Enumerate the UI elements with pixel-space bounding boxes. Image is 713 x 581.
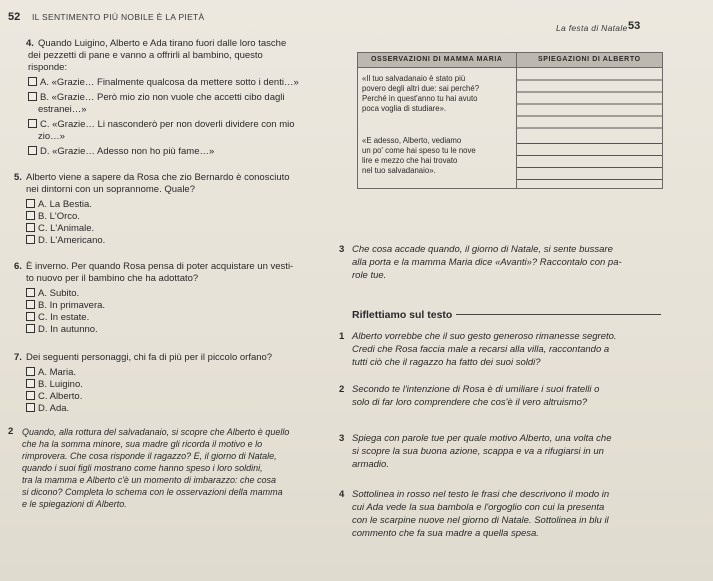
answer-option[interactable]: B. «Grazie… Però mio zio non vuole che accetti cibo dagli (28, 92, 285, 104)
task-2-line: Quando, alla rottura del salvadanaio, si scopre che Alberto è quello (22, 427, 290, 437)
table-cell-observation: «E adesso, Alberto, vediamo un po' come hai speso tu le nove lire e mezzo che hai trovato nel tuo salvadanaio». (358, 132, 517, 189)
checkbox-icon[interactable] (26, 288, 35, 297)
reflection-3-line: Spiega con parole tue per quale motivo Alberto, una volta che (352, 433, 612, 444)
question-5-line: nei dintorni con un soprannome. Quale? (26, 184, 196, 195)
question-7-number: 7. (14, 352, 22, 363)
task-3-number: 3 (339, 244, 345, 255)
answer-lines-field[interactable] (516, 68, 662, 133)
checkbox-icon[interactable] (28, 77, 37, 86)
question-4-number: 4. (26, 38, 34, 49)
task-3-line: Che cosa accade quando, il giorno di Natale, si sente bussare (352, 244, 613, 255)
reflection-3-number: 3 (339, 433, 345, 444)
task-2-line: e le spiegazioni di Alberto. (22, 499, 127, 509)
checkbox-icon[interactable] (26, 235, 35, 244)
task-2-line: si dicono? Completa lo schema con le osservazioni della mamma (22, 487, 283, 497)
checkbox-icon[interactable] (26, 379, 35, 388)
task-3-line: role tue. (352, 270, 387, 281)
answer-option[interactable]: D. Ada. (26, 403, 69, 415)
reflection-4-number: 4 (339, 489, 345, 500)
answer-option[interactable]: B. In primavera. (26, 300, 105, 312)
checkbox-icon[interactable] (26, 312, 35, 321)
answer-option[interactable]: D. «Grazie… Adesso non ho più fame…» (28, 146, 214, 158)
reflection-2-line: Secondo te l'intenzione di Rosa è di umiliare i suoi fratelli o (352, 384, 600, 395)
answer-option[interactable]: A. Subito. (26, 288, 79, 300)
answer-option-continuation: zio…» (38, 131, 65, 142)
question-6-line: È inverno. Per quando Rosa pensa di poter acquistare un vesti- (26, 261, 294, 272)
checkbox-icon[interactable] (26, 211, 35, 220)
reflection-4-line: con le scarpine nuove nel giorno di Natale. Sottolinea in blu il (352, 515, 609, 526)
checkbox-icon[interactable] (26, 367, 35, 376)
table-cell-observation: «Il tuo salvadanaio è stato più povero degli altri due: sai perché? Perché in quest'anno tu hai avuto poca voglia di studiare». (358, 68, 517, 133)
answer-option[interactable]: D. In autunno. (26, 324, 98, 336)
section-title: Riflettiamo sul testo (352, 309, 453, 321)
task-2-number: 2 (8, 426, 14, 437)
reflection-2-number: 2 (339, 384, 345, 395)
task-3-line: alla porta e la mamma Maria dice «Avanti»? Raccontalo con pa- (352, 257, 622, 268)
question-4-line: dei pezzetti di pane e vanno a offrirli al bambino, questo (28, 50, 263, 61)
reflection-1-line: tutti ciò che il ragazzo ha fatto dei suoi soldi? (352, 357, 541, 368)
question-4-line: Quando Luigino, Alberto e Ada tirano fuori dalle loro tasche (38, 38, 287, 49)
checkbox-icon[interactable] (26, 300, 35, 309)
checkbox-icon[interactable] (28, 146, 37, 155)
question-5-number: 5. (14, 172, 22, 183)
reflection-4-line: commento che fa sua madre a quella spesa. (352, 528, 539, 539)
task-2-line: rimprovera. Che cosa risponde il ragazzo? E, il giorno di Natale, (22, 451, 277, 461)
observations-table (357, 52, 663, 189)
answer-option[interactable]: B. Luigino. (26, 379, 83, 391)
checkbox-icon[interactable] (26, 403, 35, 412)
checkbox-icon[interactable] (26, 199, 35, 208)
checkbox-icon[interactable] (26, 391, 35, 400)
answer-option[interactable]: A. La Bestia. (26, 199, 92, 211)
reflection-1-line: Alberto vorrebbe che il suo gesto generoso rimanesse segreto. (352, 331, 617, 342)
question-6-number: 6. (14, 261, 22, 272)
answer-lines-field[interactable] (516, 132, 662, 189)
answer-option[interactable]: A. Maria. (26, 367, 76, 379)
task-2-line: quando i suoi figli mostrano come hanno speso i loro soldini, (22, 463, 263, 473)
question-5-line: Alberto viene a sapere da Rosa che zio Bernardo è conosciuto (26, 172, 290, 183)
reflection-2-line: solo di far loro comprendere che cos'è il vero altruismo? (352, 397, 588, 408)
table-header-right: SPIEGAZIONI DI ALBERTO (516, 53, 662, 68)
answer-option[interactable]: D. L'Americano. (26, 235, 105, 247)
reflection-4-line: Sottolinea in rosso nel testo le frasi che descrivono il modo in (352, 489, 610, 500)
section-title-rule (456, 314, 661, 315)
reflection-3-line: armadio. (352, 459, 389, 470)
answer-option[interactable]: C. «Grazie… Li nasconderò per non doverli dividere con mio (28, 119, 295, 131)
task-2-line: che ha la somma minore, sua madre gli ricorda il motivo e lo (22, 439, 263, 449)
reflection-1-number: 1 (339, 331, 345, 342)
question-4-line: risponde: (28, 62, 68, 73)
reflection-3-line: si scopre la sua buona azione, scappa e va a rifugiarsi in un (352, 446, 604, 457)
question-7-line: Dei seguenti personaggi, chi fa di più per il piccolo orfano? (26, 352, 273, 363)
answer-option[interactable]: C. In estate. (26, 312, 89, 324)
answer-option[interactable]: C. Alberto. (26, 391, 82, 403)
answer-option[interactable]: A. «Grazie… Finalmente qualcosa da mettere sotto i denti…» (28, 77, 299, 89)
answer-option[interactable]: B. L'Orco. (26, 211, 80, 223)
reflection-4-line: cui Ada vede la sua bambola e l'orgoglio con cui la presenta (352, 502, 605, 513)
task-2-line: tra la mamma e Alberto c'è un momento di imbarazzo: che cosa (22, 475, 276, 485)
checkbox-icon[interactable] (28, 92, 37, 101)
checkbox-icon[interactable] (28, 119, 37, 128)
right-page-number: 53 (628, 20, 641, 32)
answer-option-continuation: estranei…» (38, 104, 87, 115)
right-running-title: La festa di Natale (556, 23, 628, 33)
answer-option[interactable]: C. L'Animale. (26, 223, 94, 235)
question-6-line: to nuovo per il bambino che ha adottato? (26, 273, 199, 284)
left-running-title: IL SENTIMENTO PIÙ NOBILE È LA PIETÀ (32, 12, 205, 22)
reflection-1-line: Credi che Rosa faccia male a recarsi alla villa, raccontando a (352, 344, 610, 355)
table-header-left: OSSERVAZIONI DI MAMMA MARIA (358, 53, 517, 68)
left-page-number: 52 (8, 11, 21, 23)
checkbox-icon[interactable] (26, 223, 35, 232)
checkbox-icon[interactable] (26, 324, 35, 333)
